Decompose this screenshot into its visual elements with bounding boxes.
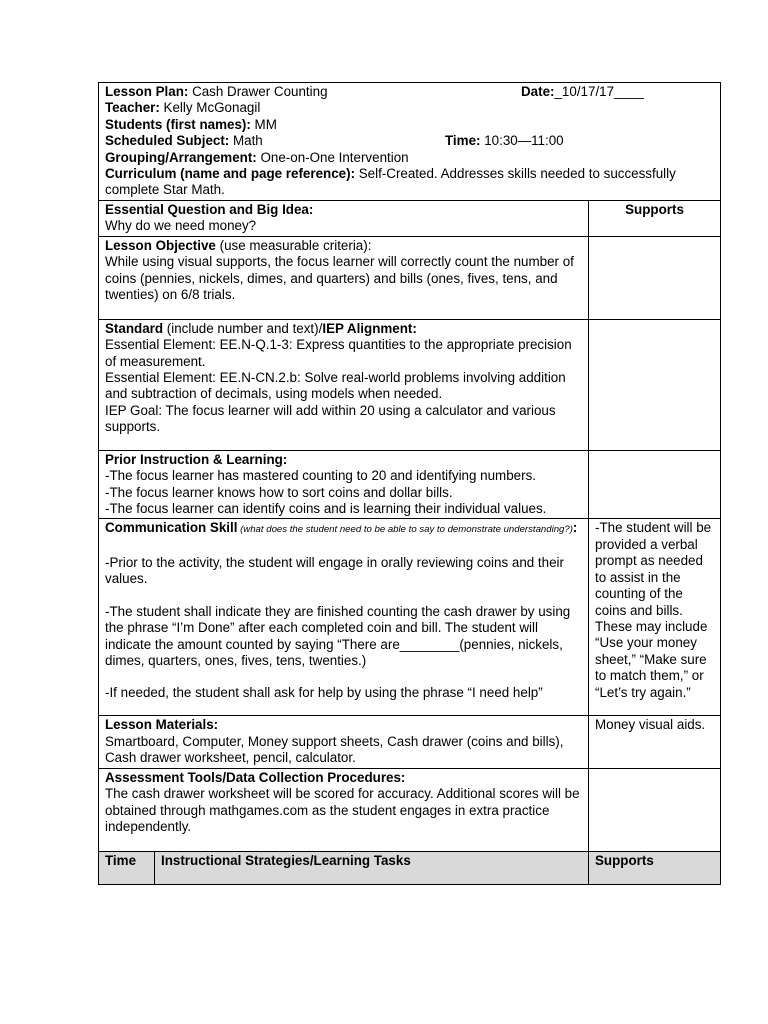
subject-line: [105, 133, 714, 149]
objective-row: [99, 236, 721, 319]
time-value: 10:30—11:00: [480, 133, 564, 149]
communication-paragraph: -If needed, the student shall ask for help by using the phrase “I need help”: [105, 685, 543, 701]
grouping-value: One-on-One Intervention: [256, 149, 409, 165]
standard-supports: [589, 319, 721, 450]
objective-label: Lesson Objective: [105, 237, 216, 253]
objective-supports: [589, 236, 721, 319]
materials-label: Lesson Materials:: [105, 717, 219, 733]
curriculum-line: [105, 166, 714, 199]
standard-line: Essential Element: EE.N-CN.2.b: Solve real-world problems involving addition and subtraction of decimals, using models when needed.: [105, 370, 566, 402]
objective-cell: [99, 236, 589, 319]
communication-supports: -The student will be provided a verbal prompt as needed to assist in the counting of the coins and bills. These may include “Use your money sheet,” “Make sure to match them,” or “Let’s try again.”: [589, 519, 721, 716]
teacher-label: Teacher:: [105, 100, 160, 116]
date-label: Date:: [521, 84, 555, 99]
materials-cell: [99, 716, 589, 768]
curriculum-value: Self-Created. Addresses skills needed to successfully complete Star Math.: [105, 166, 676, 198]
prior-line: -The focus learner can identify coins and is learning their individual values.: [105, 501, 547, 517]
objective-label-note: (use measurable criteria):: [215, 237, 372, 253]
communication-paragraph: -Prior to the activity, the student will engage in orally reviewing coins and their values.: [105, 554, 564, 587]
iep-goal: IEP Goal: The focus learner will add within 20 using a calculator and various supports.: [105, 402, 556, 435]
standard-label-note: (include number and text)/: [163, 320, 323, 336]
communication-heading: [105, 520, 582, 538]
communication-label: Communication Skill: [105, 520, 238, 536]
header-row: [99, 83, 721, 201]
essential-text: Why do we need money?: [105, 218, 257, 234]
grouping-line: [105, 150, 714, 166]
objective-heading: [105, 238, 582, 254]
assessment-label: Assessment Tools/Data Collection Procedures:: [105, 769, 406, 785]
essential-cell: [99, 200, 589, 236]
materials-supports: Money visual aids.: [589, 716, 721, 768]
communication-note: (what does the student need to be able to say to demonstrate understanding?): [237, 524, 573, 536]
assessment-row: [99, 768, 721, 851]
subject-label: Scheduled Subject:: [105, 133, 230, 149]
assessment-cell: [99, 768, 589, 851]
subject-value: Math: [229, 133, 263, 149]
strategies-header: Instructional Strategies/Learning Tasks: [155, 851, 589, 884]
time-label: Time:: [445, 133, 481, 149]
prior-line: -The focus learner has mastered counting to 20 and identifying numbers.: [105, 468, 536, 484]
curriculum-label: Curriculum (name and page reference):: [105, 166, 356, 182]
standard-label: Standard: [105, 320, 164, 336]
strategies-header-row: [99, 851, 721, 884]
objective-text: While using visual supports, the focus learner will correctly count the number of coins (pennies, nickels, dimes, and quarters) and bills (ones, fives, tens, and twenties) on 6/8 trials.: [105, 254, 574, 303]
assessment-text: The cash drawer worksheet will be scored for accuracy. Additional scores will be obtained through mathgames.com as the student engages in extra practice independently.: [105, 786, 580, 834]
essential-label: Essential Question and Big Idea:: [105, 201, 314, 217]
grouping-label: Grouping/Arrangement:: [105, 149, 257, 165]
teacher-line: [105, 100, 714, 116]
prior-line: -The focus learner knows how to sort coins and dollar bills.: [105, 484, 453, 500]
time-header: Time: [99, 851, 155, 884]
date-value: _10/17/17____: [554, 84, 644, 99]
communication-paragraph: -The student shall indicate they are finished counting the cash drawer by using the phrase “I’m Done” after each completed coin and bill. The student will indicate the amount counted by saying “There are________(pennies, nickels, dimes, quarters, ones, fives, tens, twenties.): [105, 603, 571, 668]
communication-colon: :: [572, 520, 578, 536]
teacher-value: Kelly McGonagil: [159, 100, 261, 116]
assessment-supports: [589, 768, 721, 851]
prior-cell: [99, 450, 589, 519]
students-label: Students (first names):: [105, 116, 251, 132]
standard-cell: [99, 319, 589, 450]
standard-line: Essential Element: EE.N-Q.1-3: Express quantities to the appropriate precision of measurement.: [105, 337, 572, 369]
essential-row: [99, 200, 721, 236]
students-line: [105, 117, 714, 133]
header-cell: [99, 83, 721, 201]
lesson-plan-line: [105, 84, 714, 100]
supports-header: Supports: [589, 200, 721, 236]
materials-row: [99, 716, 721, 768]
standard-heading: [105, 321, 582, 337]
communication-row: [99, 519, 721, 716]
prior-supports: [589, 450, 721, 519]
standard-row: [99, 319, 721, 450]
iep-alignment-label: IEP Alignment:: [322, 320, 417, 336]
lesson-plan-value: Cash Drawer Counting: [188, 84, 328, 99]
lesson-plan-label: Lesson Plan:: [105, 84, 189, 99]
prior-label: Prior Instruction & Learning:: [105, 451, 288, 467]
strategies-supports-header: Supports: [589, 851, 721, 884]
students-value: MM: [250, 116, 277, 132]
prior-row: [99, 450, 721, 519]
lesson-plan-table: [98, 82, 721, 885]
communication-cell: [99, 519, 589, 716]
materials-text: Smartboard, Computer, Money support sheets, Cash drawer (coins and bills), Cash drawer worksheet, pencil, calculator.: [105, 733, 564, 766]
